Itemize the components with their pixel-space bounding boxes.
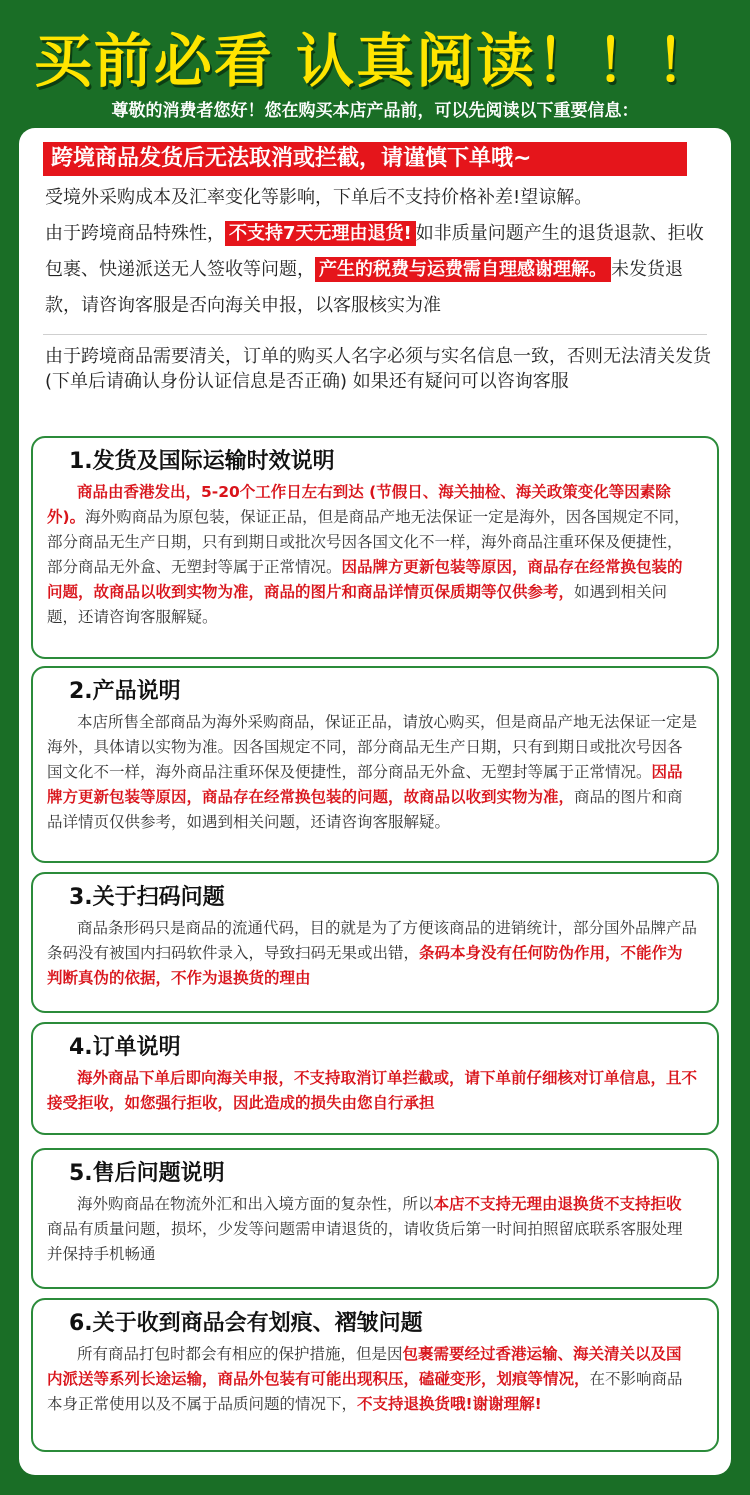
section-red-text: 因品牌方更新包装等原因，商品存在经常换包装的问题，故商品以收到实物为准， [47,763,683,806]
intro-block [45,180,715,324]
section-title: 5.售后问题说明 [69,1161,225,1186]
section-text: 所有商品打包时都会有相应的保护措施，但是因 [77,1345,403,1363]
section-body [47,1066,697,1116]
content-panel [19,128,731,1475]
intro-line-price: 受境外采购成本及汇率变化等影响，下单后不支持价格补差!望谅解。 [45,187,593,208]
section-text: 商品有质量问题，损坏，少发等问题需申请退货的，请收货后第一时间拍照留底联系客服处理并保持手机畅通 [47,1220,683,1263]
section-title: 3.关于扫码问题 [69,885,225,910]
section-body [47,710,697,835]
intro-text-c: 未发货退款，请咨询客服是否向海关申报，以客服核实为准 [45,259,683,316]
section-shipping [31,436,719,659]
section-red-text: 不支持退换货哦!谢谢理解! [357,1395,542,1413]
intro-text-a: 由于跨境商品特殊性， [45,223,225,244]
section-body [47,1342,697,1417]
section-barcode [31,872,719,1013]
section-red-text: 商品由香港发出，5-20个工作日左右到达 (节假日、海关抽检、海关政策变化等因素除外)。 [47,483,671,526]
section-red-text: 条码本身没有任何防伪作用，不能作为判断真伪的依据，不作为退换货的理由 [47,944,683,987]
section-red-text: 包裹需要经过香港运输、海关清关以及国内派送等系列长途运输，商品外包装有可能出现积压，磕碰变形，划痕等情况， [47,1345,682,1388]
section-text: 商品的图片和商品详情页仅供参考，如遇到相关问题，还请咨询客服解疑。 [47,788,683,831]
intro-text-b: 如非质量问题产生的退货退款、拒收包裹、快递派送无人签收等问题， [45,223,704,280]
section-title: 1.发货及国际运输时效说明 [69,449,335,474]
section-text: 如遇到相关问题，还请咨询客服解疑。 [47,583,668,626]
no-7day-return-highlight: 不支持7天无理由退货! [225,221,416,246]
section-red-text: 海外商品下单后即向海关申报，不支持取消订单拦截或，请下单前仔细核对订单信息，且不接受拒收，如您强行拒收，因此造成的损失由您自行承担 [47,1069,698,1112]
section-body [47,480,697,630]
section-text: 本店所售全部商品为海外采购商品，保证正品，请放心购买，但是商品产地无法保证一定是海外，具体请以实物为准。因各国规定不同，部分商品无生产日期，只有到期日或批次号因各国文化不一样，海外商品注重环保及便捷性，部分商品无外盒、无塑封等属于正常情况。 [47,713,698,781]
section-red-text: 本店不支持无理由退换货不支持拒收 [433,1195,682,1213]
section-text: 海外购商品为原包装，保证正品，但是商品产地无法保证一定是海外，因各国规定不同，部分商品无生产日期，只有到期日或批次号因各国文化不一样，海外商品注重环保及便捷性，部分商品无外盒、无塑封等属于正常情况。 [47,508,690,576]
section-text: 商品条形码只是商品的流通代码，目的就是为了方便该商品的进销统计，部分国外品牌产品条码没有被国内扫码软件录入，导致扫码无果或出错， [47,919,698,962]
section-title: 2.产品说明 [69,679,181,704]
intro-return-policy [45,216,715,324]
tax-fee-highlight: 产生的税费与运费需自理感谢理解。 [315,257,611,282]
section-title: 6.关于收到商品会有划痕、褶皱问题 [69,1311,423,1336]
section-scratches [31,1298,719,1452]
section-text: 在不影响商品本身正常使用以及不属于品质问题的情况下， [47,1370,683,1413]
page-subtitle: 尊敬的消费者您好！您在购买本店产品前，可以先阅读以下重要信息： [111,101,639,121]
warning-banner: 跨境商品发货后无法取消或拦截，请谨慎下单哦~ [43,142,687,176]
section-red-text: 因品牌方更新包装等原因，商品存在经常换包装的问题，故商品以收到实物为准，商品的图片和商品详情页保质期等仅供参考， [47,558,683,601]
section-body [47,1192,697,1267]
section-body [47,916,697,991]
section-order [31,1022,719,1135]
section-title: 4.订单说明 [69,1035,181,1060]
customs-notice: 由于跨境商品需要清关，订单的购买人名字必须与实名信息一致，否则无法清关发货 (下单后请确认身份认证信息是否正确) 如果还有疑问可以咨询客服 [45,346,711,392]
section-product [31,666,719,863]
divider [43,334,707,335]
section-after-sales [31,1148,719,1289]
section-text: 海外购商品在物流外汇和出入境方面的复杂性，所以 [77,1195,434,1213]
page-headline: 买前必看 认真阅读！！！ [33,27,717,95]
